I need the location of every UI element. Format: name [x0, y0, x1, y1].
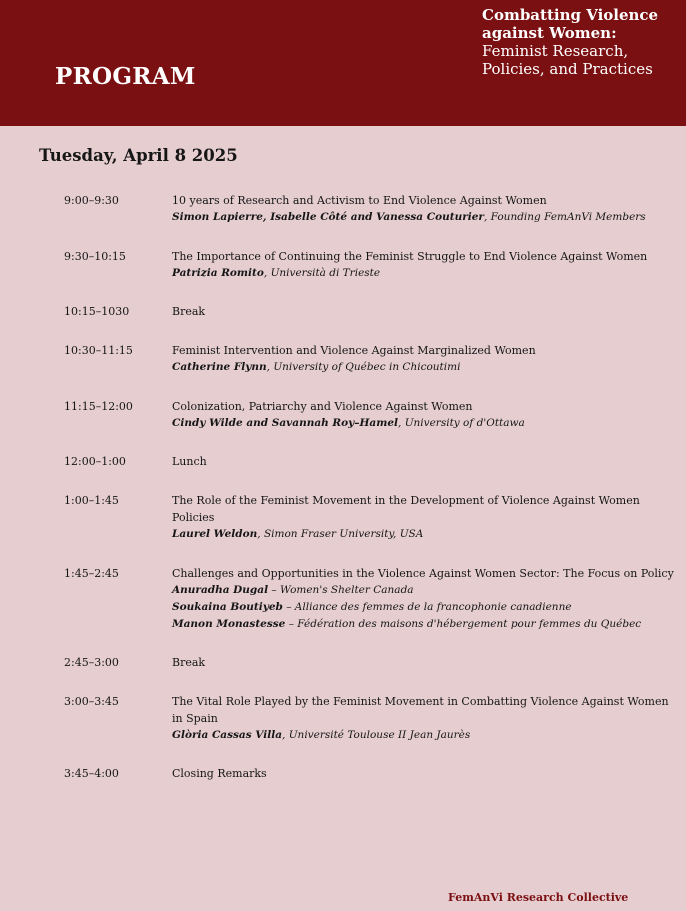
session-time: 3:00–3:45: [64, 695, 119, 708]
speaker-line: [172, 727, 677, 744]
session-title: Break: [172, 305, 206, 318]
session-details: [172, 492, 677, 543]
speaker-name: Laurel Weldon: [172, 528, 258, 540]
speaker-line: [172, 265, 677, 282]
session-time: 10:30–11:15: [64, 344, 133, 357]
session-title: The Role of the Feminist Movement in the Development of Violence Against Women Policies: [172, 494, 640, 524]
session-details: [172, 303, 677, 320]
session-title: Challenges and Opportunities in the Violence Against Women Sector: The Focus on Policy: [172, 567, 674, 580]
session-time: 1:00–1:45: [64, 494, 119, 507]
session-time: 1:45–2:45: [64, 567, 119, 580]
speaker-affiliation: , Simon Fraser University, USA: [257, 528, 424, 540]
session-details: [172, 398, 677, 432]
session-title: 10 years of Research and Activism to End Violence Against Women: [172, 194, 547, 207]
session-details: [172, 342, 677, 376]
speaker-name: Soukaina Boutiyeb: [172, 601, 283, 613]
session-time: 9:30–10:15: [64, 250, 126, 263]
speaker-line: [172, 582, 677, 599]
conference-title-rest: Feminist Research, Policies, and Practices: [482, 42, 653, 78]
session-time: 3:45–4:00: [64, 767, 119, 780]
speaker-line: [172, 415, 677, 432]
session-details: [172, 565, 677, 633]
session-details: [172, 248, 677, 282]
speaker-name: Cindy Wilde and Savannah Roy–Hamel: [172, 417, 399, 429]
session-details: [172, 693, 677, 744]
session-title: Break: [172, 656, 206, 669]
session-title: Feminist Intervention and Violence Against Marginalized Women: [172, 344, 536, 357]
session-details: [172, 192, 677, 226]
session-title: Closing Remarks: [172, 767, 267, 780]
session-title: Colonization, Patriarchy and Violence Against Women: [172, 400, 473, 413]
speaker-line: [172, 359, 677, 376]
speaker-name: Manon Monastesse: [172, 618, 286, 630]
speaker-name: Anuradha Dugal: [172, 584, 269, 596]
speaker-affiliation: , Université Toulouse II Jean Jaurès: [282, 729, 471, 741]
conference-title: [482, 6, 682, 78]
header-banner: [0, 0, 686, 126]
speaker-affiliation: , University of Québec in Chicoutimi: [266, 361, 461, 373]
session-title: The Importance of Continuing the Feminist Struggle to End Violence Against Women: [172, 250, 648, 263]
program-title: PROGRAM: [55, 63, 196, 90]
speaker-line: [172, 526, 677, 543]
speaker-affiliation: , Università di Trieste: [263, 267, 381, 279]
speaker-affiliation: – Alliance des femmes de la francophonie canadienne: [282, 601, 572, 613]
session-details: [172, 453, 677, 470]
footer-collective: FemAnVi Research Collective: [448, 891, 629, 904]
speaker-name: Glòria Cassas Villa: [172, 729, 283, 741]
session-title: Lunch: [172, 455, 207, 468]
conference-title-bold: Combatting Violence against Women:: [482, 6, 659, 42]
speaker-affiliation: – Women's Shelter Canada: [268, 584, 414, 596]
session-time: 11:15–12:00: [64, 400, 133, 413]
session-details: [172, 654, 677, 671]
speaker-line: [172, 616, 677, 633]
session-details: [172, 765, 677, 782]
session-time: 9:00–9:30: [64, 194, 119, 207]
session-time: 2:45–3:00: [64, 656, 119, 669]
session-time: 12:00–1:00: [64, 455, 126, 468]
speaker-name: Patrizia Romito: [172, 267, 264, 279]
session-title: The Vital Role Played by the Feminist Movement in Combatting Violence Against Women in Spain: [172, 695, 669, 725]
session-time: 10:15–1030: [64, 305, 130, 318]
speaker-line: [172, 209, 677, 226]
speaker-line: [172, 599, 677, 616]
speaker-affiliation: – Fédération des maisons d'hébergement pour femmes du Québec: [285, 618, 642, 630]
speaker-affiliation: , University of d'Ottawa: [398, 417, 525, 429]
program-date: Tuesday, April 8 2025: [39, 146, 238, 165]
speaker-name: Simon Lapierre, Isabelle Côté and Vanessa Couturier: [172, 211, 484, 223]
speaker-affiliation: , Founding FemAnVi Members: [483, 211, 646, 223]
speaker-name: Catherine Flynn: [172, 361, 267, 373]
